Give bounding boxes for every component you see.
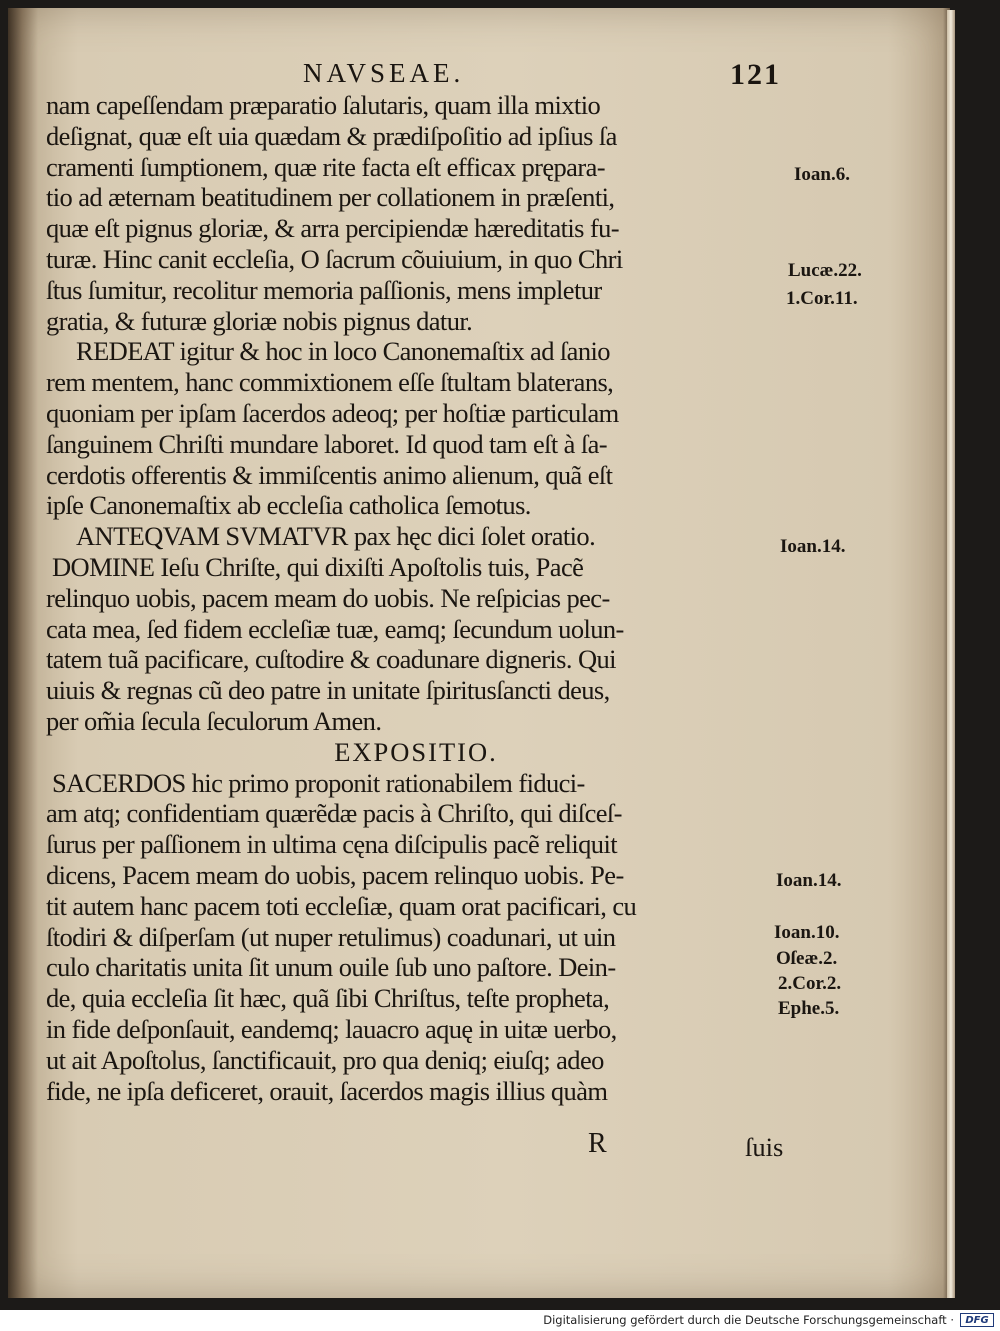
margin-note: Ioan.6. bbox=[794, 164, 850, 185]
margin-note: Lucæ.22. bbox=[788, 260, 862, 281]
page-edge bbox=[947, 10, 955, 1298]
text-line: rem mentem, hanc commixtionem eſſe ſtultam blaterans, bbox=[46, 367, 614, 398]
text-line: ipſe Canonemaſtix ab eccleſia catholica ſemotus. bbox=[46, 490, 531, 521]
text-line: gratia, & futuræ gloriæ nobis pignus datur. bbox=[46, 305, 473, 336]
text-line: cerdotis offerentis & immiſcentis animo alienum, quã eſt bbox=[46, 459, 613, 490]
text-line: ut ait Apoſtolus, ſanctificauit, pro qua deniq; eiuſq; adeo bbox=[46, 1044, 604, 1075]
text-line: in fide deſponſauit, eandemq; lauacro aquę in uitæ uerbo, bbox=[46, 1013, 617, 1044]
text-line: deſignat, quæ eſt uia quædam & prædiſpoſitio ad ipſius ſa bbox=[46, 120, 617, 151]
margin-note: Ioan.14. bbox=[776, 870, 842, 891]
prayer-line: relinquo uobis, pacem meam do uobis. Ne reſpicias pec- bbox=[46, 582, 610, 613]
text-line: fide, ne ipſa deficeret, orauit, ſacerdos magis illius quàm bbox=[46, 1075, 608, 1106]
text-line: SACERDOS hic primo proponit rationabilem fiduci- bbox=[52, 767, 585, 798]
margin-note: Ioan.14. bbox=[780, 536, 846, 557]
text-line: cramenti ſumptionem, quæ rite facta eſt efficax prępara- bbox=[46, 151, 605, 182]
text-line: REDEAT igitur & hoc in loco Canonemaſtix ad ſanio bbox=[76, 336, 610, 367]
margin-note: 1.Cor.11. bbox=[786, 288, 858, 309]
text-line: quoniam per ipſam ſacerdos adeoq; per hoſtiæ particulam bbox=[46, 397, 619, 428]
folio-number: 121 bbox=[730, 58, 781, 91]
text-line: ſurus per paſſionem in ultima cęna diſcipulis pacẽ reliquit bbox=[46, 829, 617, 860]
catchword: ſuis bbox=[745, 1132, 784, 1162]
section-heading: EXPOSITIO. bbox=[334, 736, 498, 767]
margin-note: Ioan.10. bbox=[774, 922, 840, 943]
margin-note: Ephe.5. bbox=[778, 998, 840, 1019]
signature-mark: R bbox=[588, 1128, 607, 1159]
funding-note: Digitalisierung gefördert durch die Deutsche Forschungsgemeinschaft · bbox=[543, 1313, 954, 1327]
text-line: quæ eſt pignus gloriæ, & arra percipiendæ hæreditatis fu- bbox=[46, 213, 619, 244]
text-line: de, quia eccleſia ſit hæc, quã ſibi Chriſtus, teſte propheta, bbox=[46, 983, 610, 1014]
text-block bbox=[46, 90, 786, 1106]
dfg-logo[interactable]: DFG bbox=[960, 1313, 994, 1327]
text-line: culo charitatis unita ſit unum ouile ſub uno paſtore. Dein- bbox=[46, 952, 616, 983]
text-line: tio ad æternam beatitudinem per collationem in præſenti, bbox=[46, 182, 615, 213]
book-page bbox=[8, 8, 950, 1298]
running-head: NAVSEAE. bbox=[303, 58, 465, 88]
prayer-line: per om̃ia ſecula ſeculorum Amen. bbox=[46, 705, 382, 736]
text-line: ſtodiri & diſperſam (ut nuper retulimus) coadunari, ut uin bbox=[46, 921, 616, 952]
text-line: ſtus ſumitur, recolitur memoria paſſionis, mens impletur bbox=[46, 274, 602, 305]
prayer-line: DOMINE Ieſu Chriſte, qui dixiſti Apoſtolis tuis, Pacẽ bbox=[52, 551, 584, 582]
text-line: turæ. Hinc canit eccleſia, O ſacrum cõuiuium, in quo Chri bbox=[46, 243, 623, 274]
prayer-line: cata mea, ſed fidem eccleſiæ tuæ, eamq; ſecundum uolun- bbox=[46, 613, 624, 644]
rubric-line: ANTEQVAM SVMATVR pax hęc dici ſolet oratio. bbox=[76, 521, 596, 552]
prayer-line: uiuis & regnas cũ deo patre in unitate ſpiritusſancti deus, bbox=[46, 675, 610, 706]
text-line: dicens, Pacem meam do uobis, pacem relinquo uobis. Pe- bbox=[46, 859, 624, 890]
text-line: ſanguinem Chriſti mundare laboret. Id quod tam eſt à ſa- bbox=[46, 428, 608, 459]
margin-note: 2.Cor.2. bbox=[778, 973, 842, 994]
footer-bar bbox=[0, 1310, 1000, 1331]
margin-note: Oſeæ.2. bbox=[776, 948, 838, 969]
text-line: nam capeſſendam præparatio ſalutaris, quam illa mixtio bbox=[46, 90, 601, 120]
text-line: tit autem hanc pacem toti eccleſiæ, quam orat pacificari, cu bbox=[46, 890, 637, 921]
text-line: am atq; confidentiam quærẽdæ pacis à Chriſto, qui diſceſ- bbox=[46, 798, 622, 829]
prayer-line: tatem tuã pacificare, cuſtodire & coadunare digneris. Qui bbox=[46, 644, 616, 675]
